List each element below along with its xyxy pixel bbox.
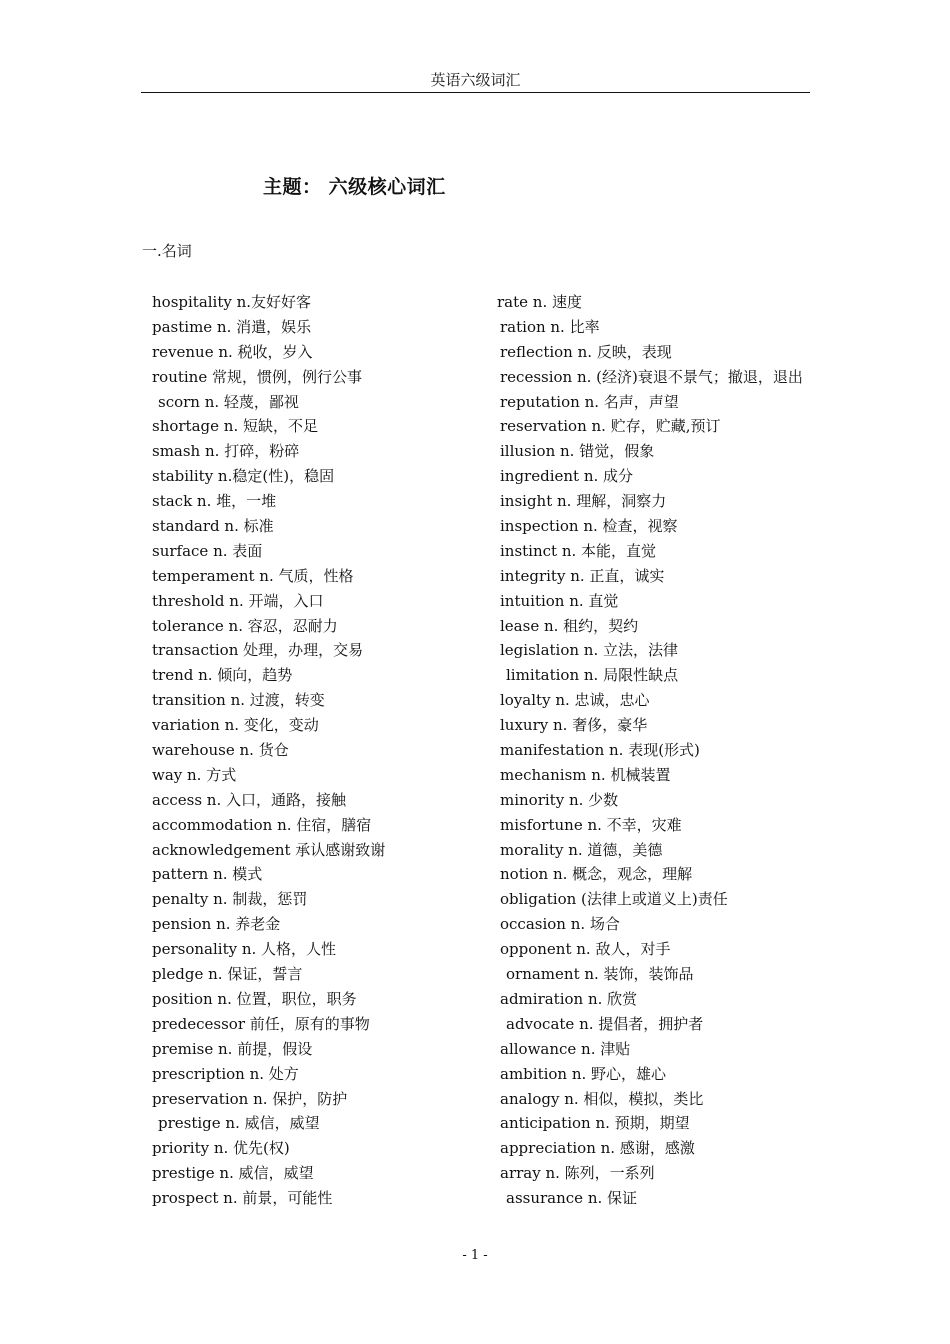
vocab-entry: manifestation n. 表现(形式) — [500, 741, 700, 760]
vocab-entry: ambition n. 野心，雄心 — [500, 1064, 667, 1083]
vocab-entry: lease n. 租约，契约 — [500, 616, 639, 635]
vocab-entry: appreciation n. 感谢，感激 — [500, 1139, 695, 1158]
vocab-entry: reflection n. 反映，表现 — [500, 342, 672, 361]
page-number: - 1 - — [462, 1248, 488, 1263]
vocab-entry: pension n. 养老金 — [152, 915, 281, 934]
vocab-entry: analogy n. 相似，模拟，类比 — [500, 1089, 704, 1108]
vocab-entry: transition n. 过渡，转变 — [152, 691, 325, 710]
left-vocab-column — [152, 290, 385, 1211]
vocab-entry: anticipation n. 预期，期望 — [500, 1114, 690, 1133]
vocab-entry: intuition n. 直觉 — [500, 591, 619, 610]
vocab-entry: access n. 入口，通路，接触 — [152, 790, 346, 809]
vocab-entry: obligation (法律上或道义上)责任 — [500, 890, 728, 909]
vocab-entry: routine 常规，惯例，例行公事 — [152, 367, 362, 386]
vocab-entry: occasion n. 场合 — [500, 915, 620, 934]
right-vocab-column — [497, 290, 803, 1211]
section-heading: 一.名词 — [142, 242, 192, 260]
vocab-entry: acknowledgement 承认感谢致谢 — [152, 840, 386, 859]
vocab-entry: reservation n. 贮存，贮藏,预订 — [500, 417, 721, 436]
vocab-entry: preservation n. 保护，防护 — [152, 1089, 348, 1108]
vocab-entry: pastime n. 消遣，娱乐 — [152, 317, 312, 336]
vocab-entry: position n. 位置，职位，职务 — [152, 989, 357, 1008]
vocab-entry: surface n. 表面 — [152, 541, 263, 560]
vocab-entry: threshold n. 开端，入口 — [152, 591, 324, 610]
vocab-entry: prestige n. 威信，威望 — [152, 1164, 314, 1183]
vocab-entry: shortage n. 短缺，不足 — [152, 417, 318, 436]
vocab-entry: stack n. 堆，一堆 — [152, 492, 277, 511]
vocab-entry: advocate n. 提倡者，拥护者 — [506, 1014, 704, 1033]
vocab-entry: revenue n. 税收，岁入 — [152, 342, 313, 361]
vocab-entry: reputation n. 名声，声望 — [500, 392, 679, 411]
page-title: 主题： 六级核心词汇 — [263, 176, 446, 198]
vocab-entry: ornament n. 装饰，装饰品 — [506, 965, 694, 984]
vocab-entry: rate n. 速度 — [497, 293, 582, 311]
vocab-entry: assurance n. 保证 — [506, 1189, 638, 1208]
vocab-entry: trend n. 倾向，趋势 — [152, 666, 293, 685]
vocab-entry: illusion n. 错觉，假象 — [500, 442, 655, 461]
vocab-entry: insight n. 理解，洞察力 — [500, 492, 667, 511]
vocab-entry: pledge n. 保证，誓言 — [152, 965, 303, 984]
vocab-entry: personality n. 人格，人性 — [152, 940, 337, 959]
vocab-entry: ingredient n. 成分 — [500, 467, 634, 486]
vocab-entry: way n. 方式 — [152, 765, 237, 784]
vocab-entry: instinct n. 本能，直觉 — [500, 541, 657, 560]
vocab-entry: array n. 陈列，一系列 — [500, 1164, 655, 1183]
vocab-entry: legislation n. 立法，法律 — [500, 641, 678, 660]
vocab-entry: priority n. 优先(权) — [152, 1139, 290, 1158]
vocab-entry: pattern n. 模式 — [152, 865, 263, 884]
vocab-entry: prestige n. 威信，威望 — [158, 1114, 320, 1133]
vocab-entry: temperament n. 气质，性格 — [152, 566, 354, 585]
vocab-entry: recession n. (经济)衰退不景气；撤退，退出 — [500, 367, 803, 386]
vocab-entry: premise n. 前提，假设 — [152, 1039, 313, 1058]
vocab-entry: morality n. 道德，美德 — [500, 840, 663, 859]
vocab-entry: tolerance n. 容忍，忍耐力 — [152, 616, 338, 635]
vocab-entry: limitation n. 局限性缺点 — [506, 666, 679, 685]
vocab-entry: penalty n. 制裁，惩罚 — [152, 890, 308, 909]
vocab-entry: transaction 处理，办理，交易 — [152, 641, 364, 660]
vocab-entry: standard n. 标准 — [152, 517, 274, 536]
vocab-entry: admiration n. 欣赏 — [500, 989, 638, 1008]
vocab-entry: smash n. 打碎，粉碎 — [152, 442, 300, 461]
vocab-entry: integrity n. 正直，诚实 — [500, 566, 665, 585]
vocab-entry: prescription n. 处方 — [152, 1064, 299, 1083]
vocab-entry: mechanism n. 机械装置 — [500, 765, 671, 784]
vocab-entry: opponent n. 敌人，对手 — [500, 940, 671, 959]
vocab-entry: misfortune n. 不幸，灾难 — [500, 815, 682, 834]
vocab-entry: luxury n. 奢侈，豪华 — [500, 716, 648, 735]
page-header: 英语六级词汇 — [141, 68, 810, 93]
vocab-entry: stability n.稳定(性)，稳固 — [152, 467, 335, 486]
vocab-entry: warehouse n. 货仓 — [152, 741, 289, 760]
vocab-entry: hospitality n.友好好客 — [152, 293, 312, 311]
vocab-entry: inspection n. 检查，视察 — [500, 517, 678, 536]
vocab-entry: allowance n. 津贴 — [500, 1039, 631, 1058]
vocab-entry: loyalty n. 忠诚，忠心 — [500, 691, 650, 710]
vocab-entry: notion n. 概念，观念，理解 — [500, 865, 693, 884]
vocab-entry: ration n. 比率 — [500, 317, 600, 336]
vocab-entry: variation n. 变化，变动 — [152, 716, 319, 735]
vocab-entry: scorn n. 轻蔑，鄙视 — [158, 392, 299, 411]
vocab-entry: minority n. 少数 — [500, 790, 619, 809]
vocab-entry: prospect n. 前景，可能性 — [152, 1189, 333, 1208]
vocab-entry: accommodation n. 住宿，膳宿 — [152, 815, 372, 834]
vocab-entry: predecessor 前任，原有的事物 — [152, 1014, 370, 1033]
